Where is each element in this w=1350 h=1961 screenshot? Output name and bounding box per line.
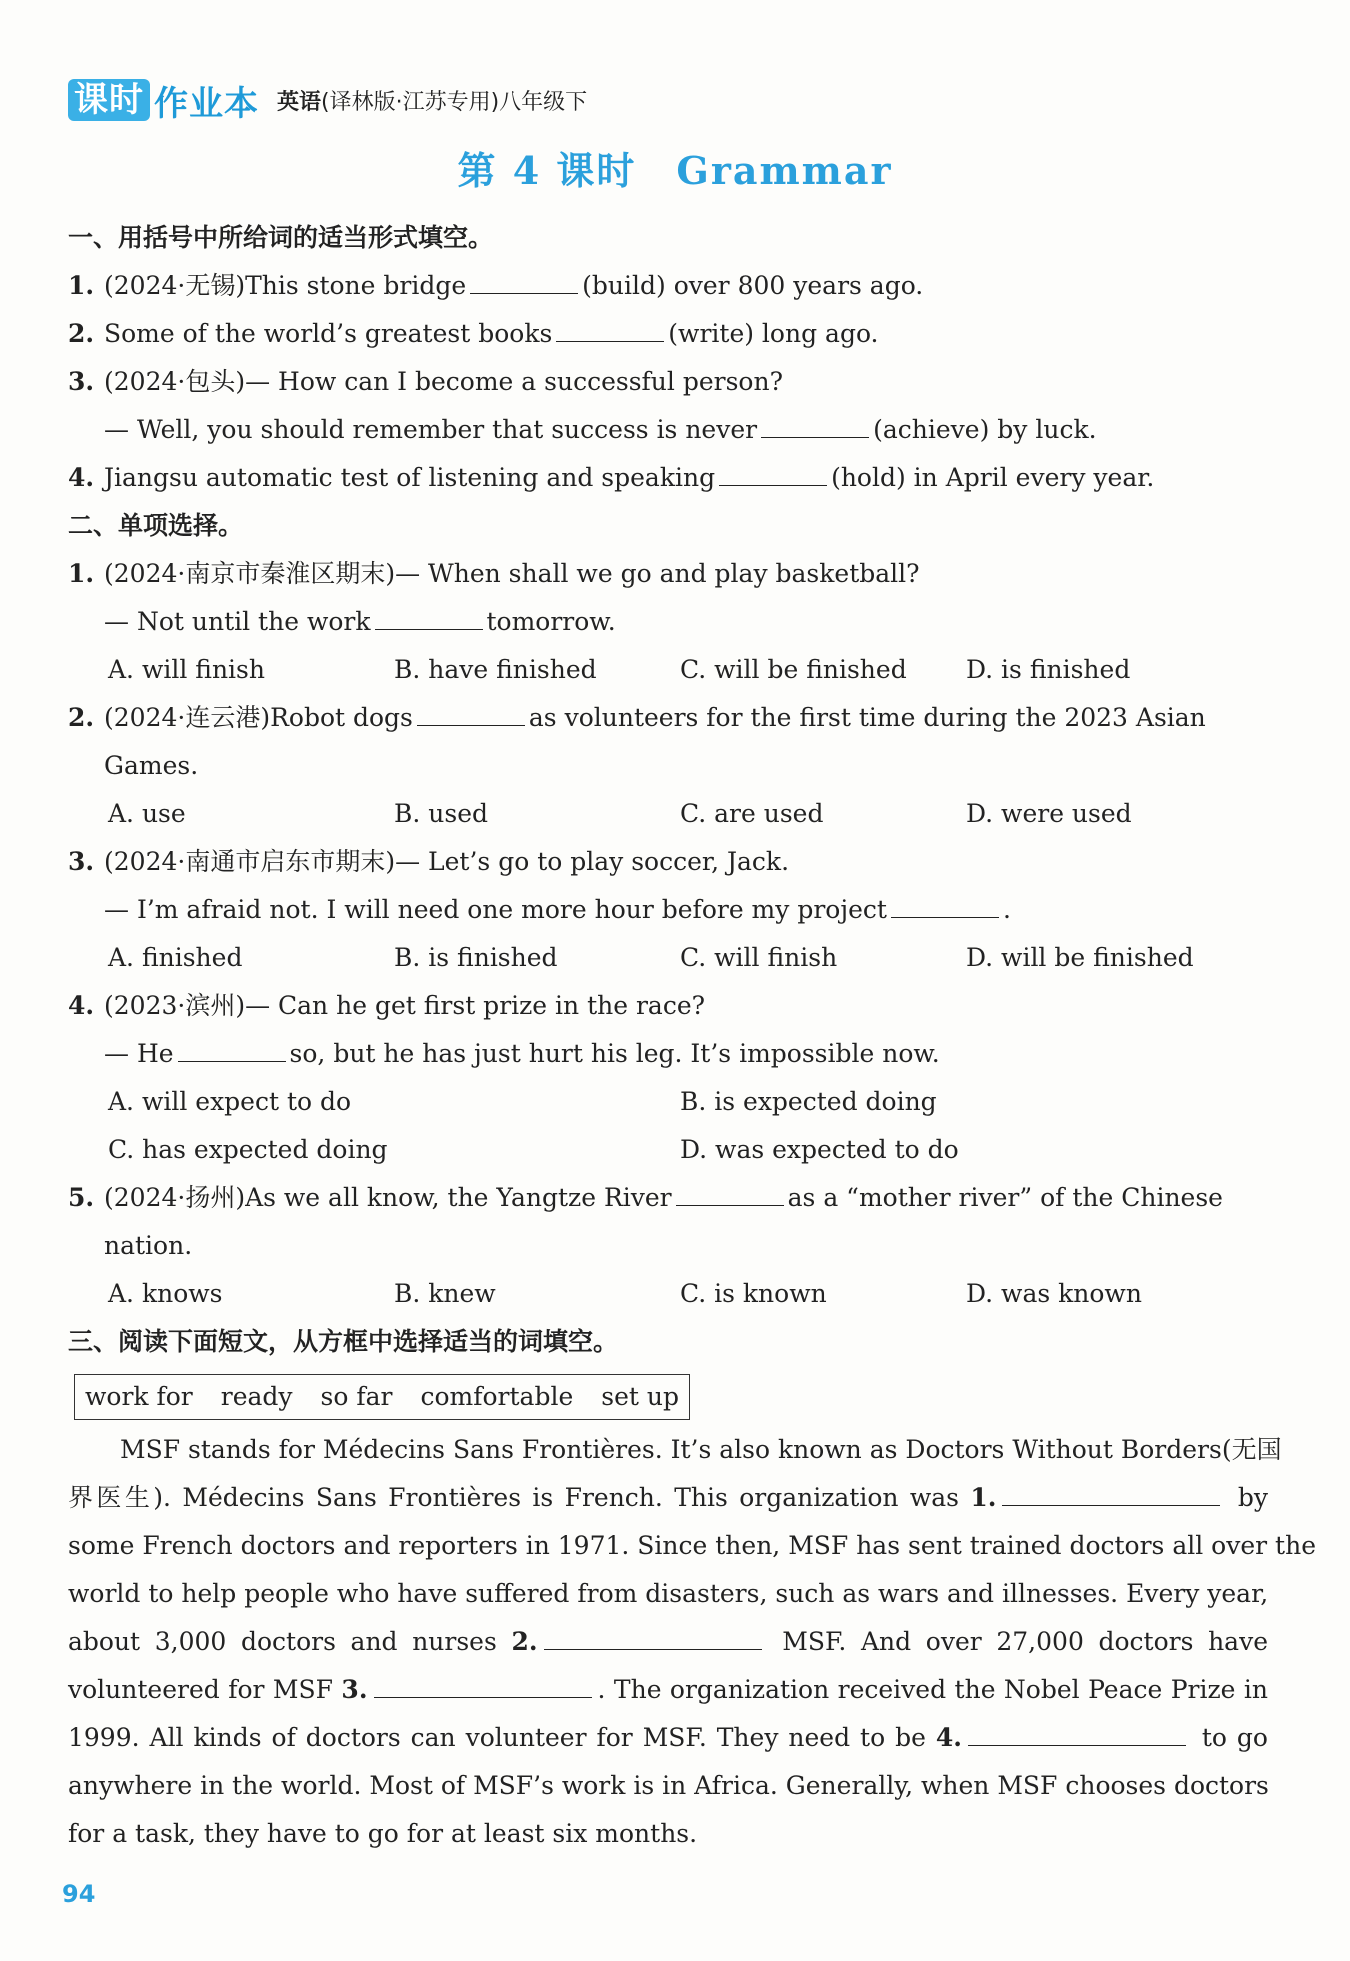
answer-blank[interactable]: [676, 1179, 784, 1206]
s1-q3-line2: [68, 406, 1268, 454]
s1-q2: [68, 310, 1268, 358]
word-option: comfortable: [420, 1382, 574, 1411]
word-option: ready: [220, 1382, 293, 1411]
blank-number: 4.: [935, 1723, 962, 1752]
s2-q1-line2: [68, 598, 1268, 646]
passage-text: 界医生). Médecins Sans Frontières is French. This organization was: [68, 1483, 959, 1512]
option-c[interactable]: C. are used: [680, 799, 824, 828]
page-title: 第 4 课时 Grammar: [457, 148, 893, 193]
q-text: (achieve) by luck.: [873, 415, 1097, 444]
option-c[interactable]: C. will be finished: [680, 655, 907, 684]
word-option: work for: [85, 1382, 193, 1411]
s2-q4-options-cd: [68, 1126, 1268, 1174]
option-a[interactable]: A. knows: [108, 1279, 223, 1308]
answer-blank[interactable]: [374, 1671, 592, 1698]
q-text: — He: [104, 1039, 174, 1068]
passage-line: MSF stands for Médecins Sans Frontières. It’s also known as Doctors Without Borders(无国: [120, 1435, 1282, 1464]
page-number: 94: [62, 1880, 96, 1908]
s2-q5: [68, 1174, 1268, 1222]
s2-q4-line2: [68, 1030, 1268, 1078]
passage-text: about 3,000 doctors and nurses: [68, 1627, 497, 1656]
word-option: set up: [601, 1382, 679, 1411]
option-a[interactable]: A. finished: [108, 943, 243, 972]
q-text: (2024·南京市秦淮区期末)— When shall we go and play basketball?: [104, 559, 920, 588]
option-b[interactable]: B. knew: [394, 1279, 496, 1308]
passage-text: volunteered for MSF: [68, 1675, 333, 1704]
q-text: (hold) in April every year.: [831, 463, 1155, 492]
q-text: (write) long ago.: [668, 319, 879, 348]
logo-text: 作业本: [154, 83, 259, 124]
s2-q3: [68, 838, 1268, 886]
answer-blank[interactable]: [470, 267, 578, 294]
logo-badge: 课时: [68, 79, 150, 121]
q-text: — Well, you should remember that success is never: [104, 415, 758, 444]
q-text: as a “mother river” of the Chinese: [787, 1183, 1223, 1212]
option-d[interactable]: D. were used: [966, 799, 1132, 828]
passage-line: anywhere in the world. Most of MSF’s work is in Africa. Generally, when MSF chooses doctors: [68, 1771, 1269, 1800]
subject-line: [277, 85, 587, 116]
option-b[interactable]: B. used: [394, 799, 488, 828]
s2-q3-options: [68, 934, 1268, 982]
q-text: Games.: [104, 751, 199, 780]
blank-number: 1.: [970, 1483, 997, 1512]
word-option: so far: [320, 1382, 393, 1411]
option-a[interactable]: A. will expect to do: [108, 1087, 352, 1116]
s2-q1: [68, 550, 1268, 598]
s2-q2-line2: [68, 742, 1268, 790]
q-text: (2023·滨州)— Can he get first prize in the race?: [104, 991, 706, 1020]
answer-blank[interactable]: [1002, 1479, 1220, 1506]
q-num: 3.: [68, 367, 95, 396]
passage-line: [68, 1618, 1268, 1666]
s1-q3: [68, 358, 1268, 406]
q-text: as volunteers for the first time during the 2023 Asian: [528, 703, 1206, 732]
s2-q4-options-ab: [68, 1078, 1268, 1126]
passage-line: some French doctors and reporters in 1971. Since then, MSF has sent trained doctors all over the: [68, 1531, 1316, 1560]
q-text: .: [1002, 895, 1011, 924]
option-a[interactable]: A. use: [108, 799, 186, 828]
q-text: (2024·无锡)This stone bridge: [104, 271, 467, 300]
s1-q1: [68, 262, 1268, 310]
q-text: nation.: [104, 1231, 193, 1260]
section1-heading: 一、用括号中所给词的适当形式填空。: [68, 223, 494, 252]
passage-line: [68, 1714, 1268, 1762]
passage-text: 1999. All kinds of doctors can volunteer for MSF. They need to be: [68, 1723, 926, 1752]
option-d[interactable]: D. was expected to do: [680, 1135, 959, 1164]
q-text: (2024·扬州)As we all know, the Yangtze River: [104, 1183, 672, 1212]
q-num: 1.: [68, 271, 95, 300]
passage: [68, 1426, 1316, 1858]
passage-text: . The organization received the Nobel Peace Prize in: [597, 1675, 1268, 1704]
answer-blank[interactable]: [761, 411, 869, 438]
s2-q4: [68, 982, 1268, 1030]
word-box: [74, 1374, 690, 1420]
s2-q3-line2: [68, 886, 1268, 934]
s2-q2: [68, 694, 1268, 742]
option-b[interactable]: B. have finished: [394, 655, 597, 684]
passage-text: by: [1237, 1483, 1268, 1512]
q-num: 5.: [68, 1183, 95, 1212]
subject-bold: 英语: [277, 89, 322, 115]
passage-text: MSF. And over 27,000 doctors have: [782, 1627, 1268, 1656]
q-num: 2.: [68, 319, 95, 348]
answer-blank[interactable]: [719, 459, 827, 486]
option-c[interactable]: C. will finish: [680, 943, 838, 972]
q-text: Some of the world’s greatest books: [104, 319, 553, 348]
passage-line: [68, 1666, 1268, 1714]
passage-line: for a task, they have to go for at least six months.: [68, 1819, 698, 1848]
q-text: (2024·南通市启东市期末)— Let’s go to play soccer, Jack.: [104, 847, 790, 876]
blank-number: 2.: [511, 1627, 538, 1656]
option-c[interactable]: C. has expected doing: [108, 1135, 388, 1164]
q-num: 4.: [68, 463, 95, 492]
s2-q2-options: [68, 790, 1268, 838]
s1-q4: [68, 454, 1268, 502]
q-text: (2024·包头)— How can I become a successful person?: [104, 367, 783, 396]
header: [68, 78, 587, 122]
answer-blank[interactable]: [556, 315, 664, 342]
q-num: 4.: [68, 991, 95, 1020]
option-d[interactable]: D. is finished: [966, 655, 1131, 684]
answer-blank[interactable]: [544, 1623, 762, 1650]
answer-blank[interactable]: [375, 603, 483, 630]
s2-q5-options: [68, 1270, 1268, 1318]
blank-number: 3.: [341, 1675, 368, 1704]
q-num: 1.: [68, 559, 95, 588]
option-b[interactable]: B. is finished: [394, 943, 558, 972]
answer-blank[interactable]: [178, 1035, 286, 1062]
content: [68, 214, 1316, 1858]
answer-blank[interactable]: [968, 1719, 1186, 1746]
q-num: 2.: [68, 703, 95, 732]
section2-heading: 二、单项选择。: [68, 511, 244, 540]
passage-text: to go: [1201, 1723, 1268, 1752]
q-text: so, but he has just hurt his leg. It’s impossible now.: [289, 1039, 940, 1068]
s2-q1-options: [68, 646, 1268, 694]
answer-blank[interactable]: [891, 891, 999, 918]
q-text: (2024·连云港)Robot dogs: [104, 703, 413, 732]
subject-rest: (译林版·江苏专用)八年级下: [321, 89, 588, 115]
option-a[interactable]: A. will finish: [108, 655, 265, 684]
passage-line: world to help people who have suffered from disasters, such as wars and illnesses. Every year,: [68, 1579, 1269, 1608]
q-text: Jiangsu automatic test of listening and speaking: [104, 463, 716, 492]
option-d[interactable]: D. will be finished: [966, 943, 1194, 972]
option-d[interactable]: D. was known: [966, 1279, 1142, 1308]
q-text: tomorrow.: [486, 607, 616, 636]
q-num: 3.: [68, 847, 95, 876]
logo: [68, 76, 259, 125]
section3-heading: 三、阅读下面短文，从方框中选择适当的词填空。: [68, 1327, 619, 1356]
q-text: — Not until the work: [104, 607, 371, 636]
q-text: — I’m afraid not. I will need one more hour before my project: [104, 895, 887, 924]
q-text: (build) over 800 years ago.: [582, 271, 924, 300]
answer-blank[interactable]: [417, 699, 525, 726]
option-c[interactable]: C. is known: [680, 1279, 827, 1308]
passage-line: [68, 1474, 1268, 1522]
option-b[interactable]: B. is expected doing: [680, 1087, 937, 1116]
s2-q5-line2: [68, 1222, 1268, 1270]
